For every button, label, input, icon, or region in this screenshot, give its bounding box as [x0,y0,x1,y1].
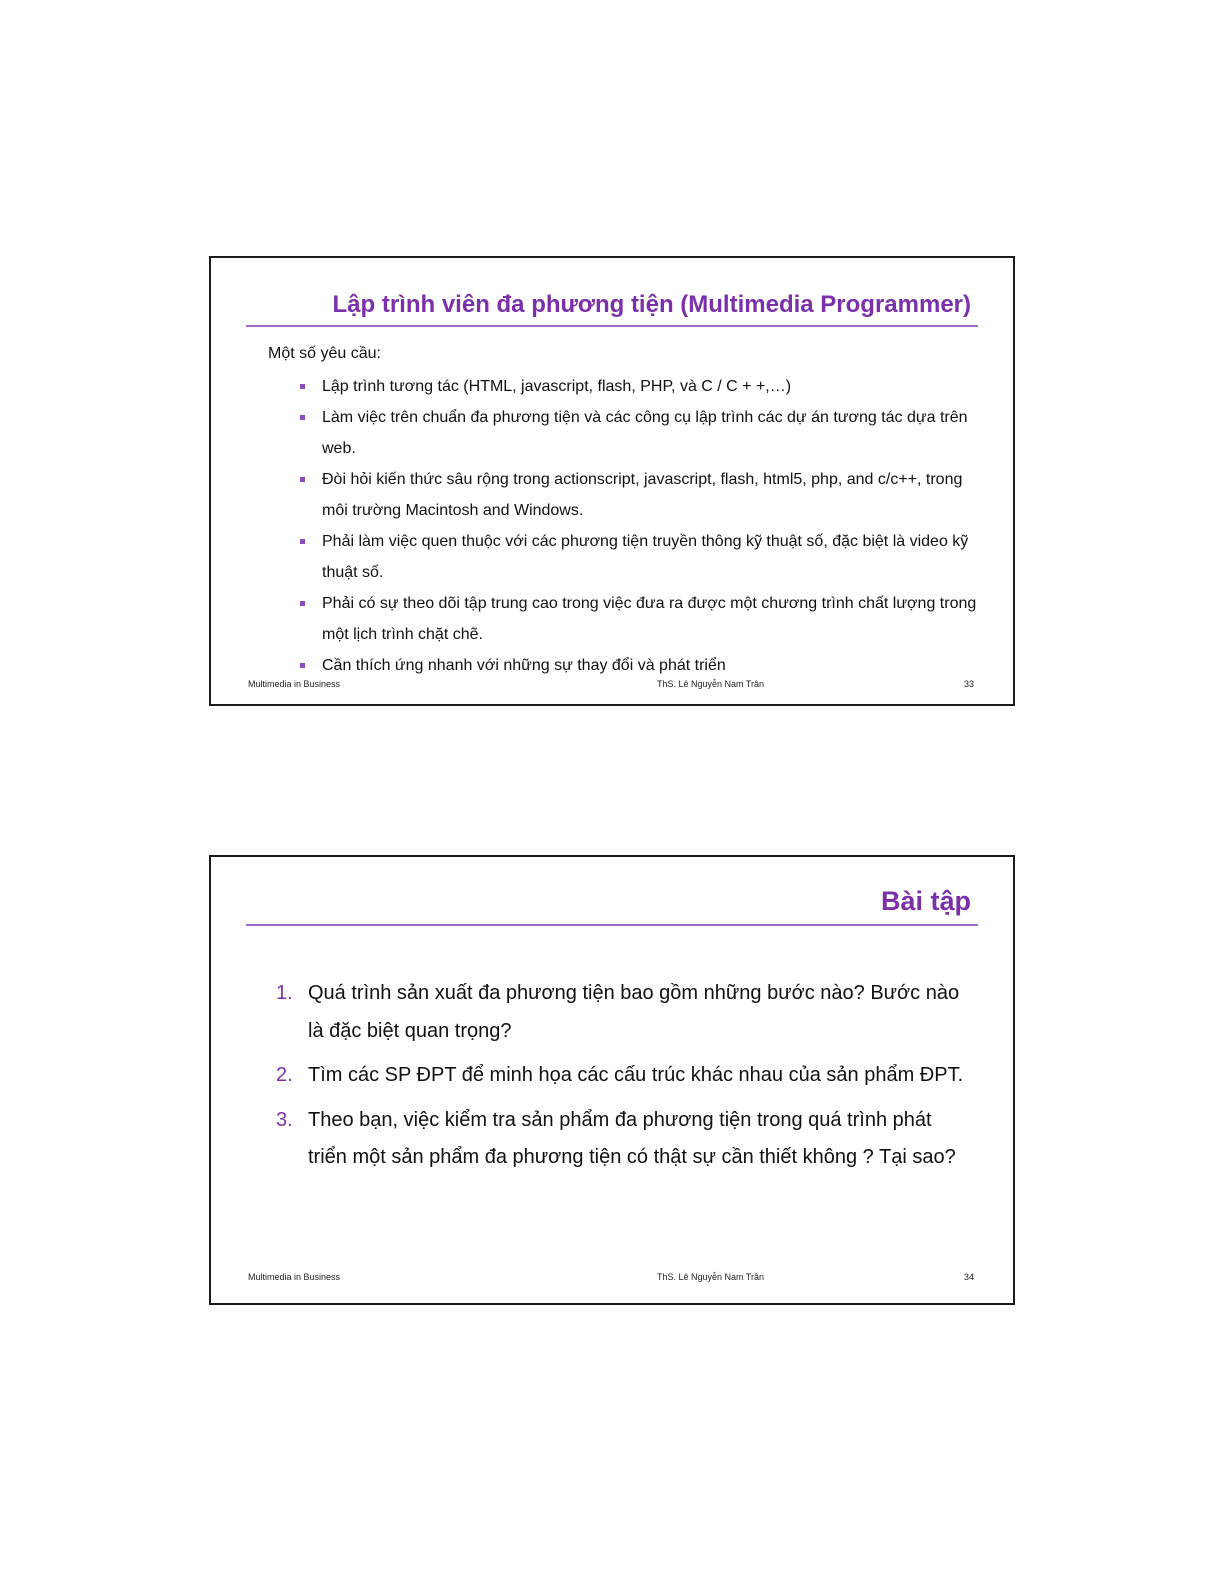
question-number: 2. [276,1064,293,1086]
footer-course: Multimedia in Business [248,679,341,689]
square-bullet-icon [300,384,305,389]
square-bullet-icon [300,539,305,544]
square-bullet-icon [300,663,305,668]
question-text: Tìm các SP ĐPT để minh họa các cấu trúc khác nhau của sản phẩm ĐPT. [308,1064,964,1086]
list-item-text: Phải làm việc quen thuộc với các phương tiện truyền thông kỹ thuật số, đặc biệt là video kỹ thuật số. [322,533,969,581]
question-number: 3. [276,1108,293,1131]
slide-33 [209,256,1015,706]
list-item [300,650,980,681]
list-item [276,1102,966,1177]
list-item [300,464,980,526]
footer-page-number: 33 [963,679,974,689]
question-text: Quá trình sản xuất đa phương tiện bao gồm những bước nào? Bước nào là đặc biệt quan trọng? [308,982,960,1042]
list-item [300,588,980,650]
title-divider [246,325,978,327]
title-divider [246,924,978,926]
requirements-list [300,371,980,681]
list-item-text: Lập trình tương tác (HTML, javascript, flash, PHP, và C / C + +,…) [322,378,792,395]
list-item [276,975,966,1050]
question-number: 1. [276,982,293,1004]
square-bullet-icon [300,415,305,420]
list-item [300,402,980,464]
footer-page-number: 34 [963,1272,974,1282]
exercise-list [276,975,966,1184]
footer-author: ThS. Lê Nguyễn Nam Trân [657,1272,765,1282]
square-bullet-icon [300,601,305,606]
square-bullet-icon [300,477,305,482]
footer-author: ThS. Lê Nguyễn Nam Trân [657,679,765,689]
question-text: Theo bạn, việc kiểm tra sản phẩm đa phương tiện trong quá trình phát triển một sản phẩm đa phương tiện có thật sự cần thiết không ? Tại sao? [308,1108,956,1168]
list-item [300,526,980,588]
slide-title: Lập trình viên đa phương tiện (Multimedia Programmer) [332,291,971,318]
list-item-text: Đòi hỏi kiến thức sâu rộng trong actionscript, javascript, flash, html5, php, and c/c++, trong môi trường Macintosh and Windows. [322,471,963,519]
list-item [300,371,980,402]
list-item-text: Phải có sự theo dõi tập trung cao trong việc đưa ra được một chương trình chất lượng trong một lịch trình chặt chẽ. [322,595,977,643]
footer-course: Multimedia in Business [248,1272,341,1282]
list-item-text: Làm việc trên chuẩn đa phương tiện và các công cụ lập trình các dự án tương tác dựa trên web. [322,409,968,457]
requirements-intro: Một số yêu cầu: [268,345,381,362]
list-item-text: Cần thích ứng nhanh với những sự thay đổi và phát triển [322,657,726,674]
slide-title: Bài tập [880,886,971,916]
slide-34 [209,855,1015,1305]
list-item [276,1057,966,1095]
